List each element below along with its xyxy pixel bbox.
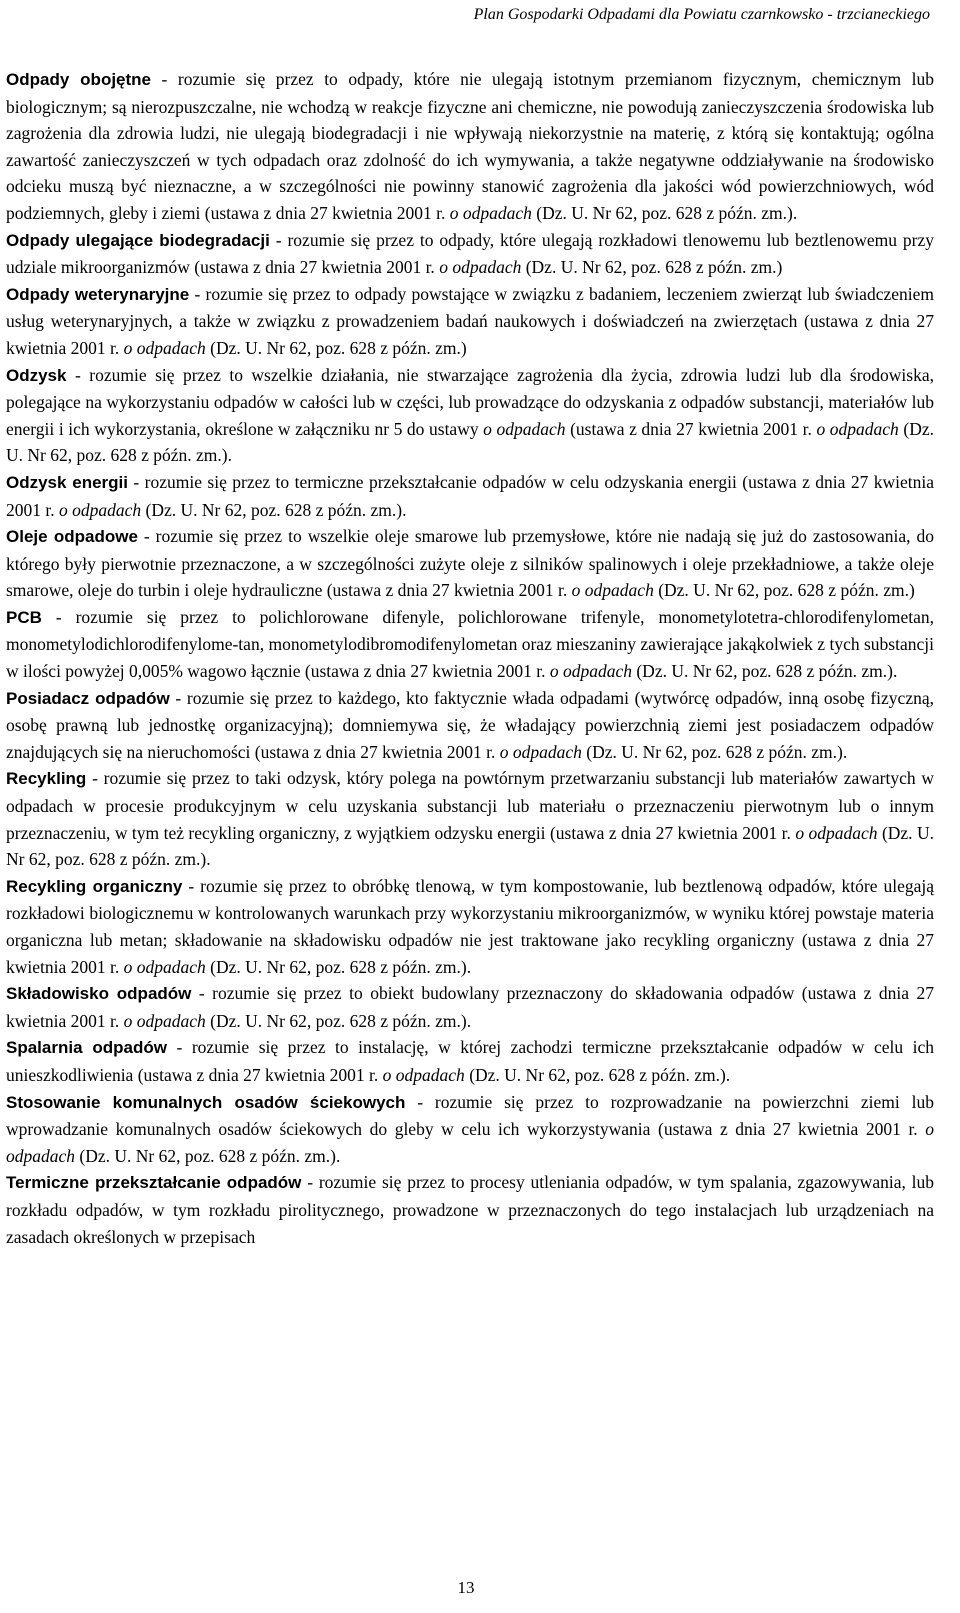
act-title: o odpadach (123, 1010, 206, 1031)
definition-entry (6, 281, 934, 362)
act-title: o odpadach (795, 822, 878, 843)
definition-citation: (Dz. U. Nr 62, poz. 628 z późn. zm.). (6, 418, 934, 466)
act-title: o odpadach (123, 956, 206, 977)
definition-entry (6, 1169, 934, 1250)
act-title: o odpadach (123, 337, 206, 358)
definition-entry (6, 469, 934, 523)
act-title: o odpadach (549, 661, 632, 682)
definition-term: Spalarnia odpadów (6, 1038, 167, 1058)
definition-text: - rozumie się przez to taki odzysk, który polega na powtórnym przetwarzaniu substancji lub materiałów zawartych w odpadach w procesie produkcyjnym w celu uzyskania substancji lub materiału o przeznaczeniu pierwotnym lub o innym przeznaczeniu, w tym też recykling organiczny, z wyjątkiem odzysku energii (ustawa z dnia 27 kwietnia 2001 r. (6, 768, 934, 843)
definition-term: Składowisko odpadów (6, 984, 192, 1004)
definition-citation: (Dz. U. Nr 62, poz. 628 z późn. zm.). (581, 741, 848, 762)
definition-term: Termiczne przekształcanie odpadów (6, 1173, 302, 1193)
act-title: o odpadach (816, 418, 899, 439)
definition-citation: (Dz. U. Nr 62, poz. 628 z późn. zm.). (6, 822, 934, 870)
definition-text: - rozumie się przez to wszelkie działania, nie stwarzające zagrożenia dla życia, zdrowia ludzi lub dla środowiska, polegające na wykorzystaniu odpadów w całości lub w części, lub prowadzące do odzyskania z odpadów substancji, materiałów lub energii i ich wykorzystania, określone w załączniku nr 5 do ustawy (6, 364, 934, 439)
definition-text: - rozumie się przez to obiekt budowlany przeznaczony do składowania odpadów (ustawa z dnia 27 kwietnia 2001 r. (6, 983, 934, 1031)
definition-citation: (Dz. U. Nr 62, poz. 628 z późn. zm.) (205, 337, 467, 358)
definition-term: Stosowanie komunalnych osadów ściekowych (6, 1092, 406, 1112)
definition-citation: (Dz. U. Nr 62, poz. 628 z późn. zm.). (464, 1064, 731, 1085)
definition-entry (6, 1089, 934, 1170)
definition-entry (6, 227, 934, 281)
definition-text: - rozumie się przez to odpady, które ulegają rozkładowi tlenowemu lub beztlenowemu przy udziale mikroorganizmów (ustawa z dnia 27 kwietnia 2001 r. (6, 229, 934, 278)
definition-entry (6, 765, 934, 872)
definition-entry (6, 685, 934, 766)
definition-text-mid: (ustawa z dnia 27 kwietnia 2001 r. (565, 418, 817, 439)
definition-entry (6, 66, 934, 227)
page-header: Plan Gospodarki Odpadami dla Powiatu czarnkowsko - trzcianeckiego (473, 6, 930, 23)
definition-entry (6, 523, 934, 604)
definition-citation: (Dz. U. Nr 62, poz. 628 z późn. zm.) (653, 580, 915, 601)
definition-citation: (Dz. U. Nr 62, poz. 628 z późn. zm.). (631, 661, 898, 682)
definition-term: Odpady ulegające biodegradacji (6, 230, 270, 250)
act-title: o odpadach (382, 1064, 465, 1085)
definition-term: Odzysk (6, 365, 67, 385)
act-title: o odpadach (439, 257, 522, 278)
definition-entry (6, 604, 934, 685)
page-number: 13 (457, 1578, 475, 1597)
act-title: o odpadach (6, 1119, 934, 1166)
definition-text: - rozumie się przez to termiczne przekształcanie odpadów w celu odzyskania energii (ustawa z dnia 27 kwietnia 2001 r. (6, 471, 935, 520)
definition-term: Odpady weterynaryjne (6, 284, 190, 304)
definition-text: - rozumie się przez to obróbkę tlenową, w tym kompostowanie, lub beztlenową odpadów, które ulegają rozkładowi biologicznemu w kontrolowanych warunkach przy wykorzystaniu mikroorganizmów, w wyniku której powstaje materia organiczna lub metan; składowanie na składowisku odpadów nie jest traktowane jako recykling organiczny (ustawa z dnia 27 kwietnia 2001 r. (6, 875, 934, 977)
definition-term: Recykling (6, 769, 87, 789)
definition-text: - rozumie się przez to procesy utleniania odpadów, w tym spalania, zgazowywania, lub rozkładu odpadów, w tym rozkładu pirolitycznego, prowadzone w przeznaczonych do tego instalacjach lub urządzeniach na zasadach określonych w przepisach (6, 1172, 935, 1247)
definition-entry (6, 1034, 934, 1088)
act-title: o odpadach (499, 741, 582, 762)
definition-entry (6, 980, 934, 1034)
act-title: o odpadach (483, 418, 566, 439)
definition-entry (6, 873, 934, 980)
definition-term: Posiadacz odpadów (6, 688, 170, 708)
act-title: o odpadach (449, 202, 532, 223)
definition-text: - rozumie się przez to odpady powstające w związku z badaniem, leczeniem zwierząt lub świadczeniem usług weterynaryjnych, a także w związku z prowadzeniem badań naukowych i doświadczeń na zwierzętach (ustawa z dnia 27 kwietnia 2001 r. (6, 283, 934, 358)
definition-text: - rozumie się przez to każdego, kto faktycznie włada odpadami (wytwórcę odpadów, inną osobę fizyczną, osobę prawną lub jednostkę organizacyjną); domniemywa się, że władający powierzchnią ziemi jest posiadaczem odpadów znajdujących się na nieruchomości (ustawa z dnia 27 kwietnia 2001 r. (6, 687, 934, 762)
act-title: o odpadach (571, 580, 654, 601)
definition-term: PCB (6, 607, 42, 627)
definition-text: - rozumie się przez to wszelkie oleje smarowe lub przemysłowe, które nie nadają się już do zastosowania, do którego były pierwotnie przeznaczone, a w szczególności zużyte oleje z silników spalinowych i oleje przekładniowe, a także oleje smarowe, oleje do turbin i oleje hydrauliczne (ustawa z dnia 27 kwietnia 2001 r. (6, 526, 934, 601)
definition-entry (6, 362, 934, 469)
definitions-list (6, 66, 934, 1250)
definition-term: Recykling organiczny (6, 876, 183, 896)
definition-citation: (Dz. U. Nr 62, poz. 628 z późn. zm.). (205, 956, 472, 977)
definition-text: - rozumie się przez to odpady, które nie ulegają istotnym przemianom fizycznym, chemicznym lub biologicznym; są nierozpuszczalne, nie wchodzą w reakcje fizyczne ani chemiczne, nie powodują zanieczyszczenia środowiska lub zagrożenia dla zdrowia ludzi, nie ulegają biodegradacji i nie wpływają niekorzystnie na materię, z którą się kontaktują; ogólna zawartość zanieczyszczeń w tych odpadach oraz zdolność do ich wymywania, a także negatywne oddziaływanie na środowisko odcieku muszą być nieznaczne, a w szczególności nie powinny stanowić zagrożenia dla jakości wód powierzchniowych, wód podziemnych, gleby i ziemi (ustawa z dnia 27 kwietnia 2001 r. (6, 69, 935, 223)
definition-text: - rozumie się przez to rozprowadzanie na powierzchni ziemi lub wprowadzanie komunalnych osadów ściekowych do gleby w celu ich wykorzystywania (ustawa z dnia 27 kwietnia 2001 r. (6, 1091, 934, 1140)
act-title: o odpadach (59, 499, 142, 520)
definition-text: - rozumie się przez to instalację, w której zachodzi termiczne przekształcanie odpadów w celu ich unieszkodliwienia (ustawa z dnia 27 kwietnia 2001 r. (6, 1037, 934, 1085)
definition-citation: (Dz. U. Nr 62, poz. 628 z późn. zm.). (75, 1145, 341, 1166)
definition-citation: (Dz. U. Nr 62, poz. 628 z późn. zm.). (205, 1010, 472, 1031)
definition-term: Odpady obojętne (6, 70, 152, 89)
definition-citation: (Dz. U. Nr 62, poz. 628 z późn. zm.) (521, 257, 783, 278)
definition-citation: (Dz. U. Nr 62, poz. 628 z późn. zm.). (141, 499, 407, 520)
definition-text: - rozumie się przez to polichlorowane difenyle, polichlorowane trifenyle, monometylotetra-chlorodifenylometan, monometylodichlorodifenylome-tan, monometylodibromodifenylometan oraz mieszaniny zawierające jakąkolwiek z tych substancji w ilości powyżej 0,005% wagowo łącznie (ustawa z dnia 27 kwietnia 2001 r. (6, 606, 934, 682)
definition-citation: (Dz. U. Nr 62, poz. 628 z późn. zm.). (531, 202, 798, 223)
definition-term: Oleje odpadowe (6, 527, 138, 547)
definition-term: Odzysk energii (6, 472, 128, 492)
